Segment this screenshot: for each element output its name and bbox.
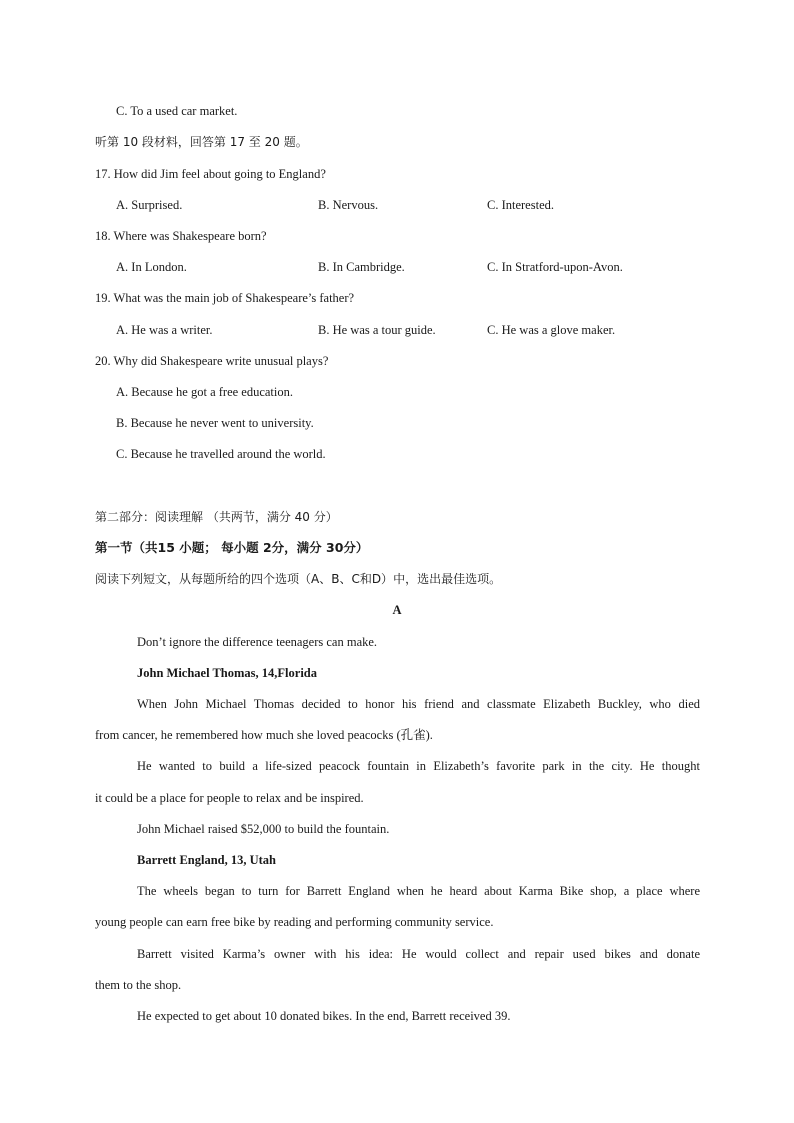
passage-letter: A (392, 603, 402, 617)
q18-option-a: A. In London. (116, 260, 187, 274)
q20-stem: 20. Why did Shakespeare write unusual plays? (95, 354, 329, 368)
q18-option-c: C. In Stratford-upon-Avon. (487, 260, 623, 274)
person1-para2-line1: He wanted to build a life-sized peacock fountain in Elizabeth’s favorite park in the city. He thought (137, 759, 700, 773)
q16-option-c: C. To a used car market. (116, 104, 238, 118)
q17-option-c: C. Interested. (487, 198, 554, 212)
part2-heading: 第二部分：阅读理解 （共两节，满分 40 分） (95, 510, 338, 524)
person1-para2-line2: it could be a place for people to relax and be inspired. (95, 791, 364, 805)
person1-para1-line1: When John Michael Thomas decided to honor his friend and classmate Elizabeth Buckley, who died (137, 697, 700, 711)
person2-name: Barrett England, 13, Utah (137, 853, 277, 867)
q20-option-b: B. Because he never went to university. (116, 416, 314, 430)
person2-para1-line1: The wheels began to turn for Barrett England when he heard about Karma Bike shop, a place where (137, 884, 700, 898)
q19-stem: 19. What was the main job of Shakespeare’s father? (95, 291, 355, 305)
person2-para1-line2: young people can earn free bike by reading and performing community service. (95, 915, 494, 929)
q18-option-b: B. In Cambridge. (318, 260, 405, 274)
q19-option-a: A. He was a writer. (116, 323, 213, 337)
q20-option-a: A. Because he got a free education. (116, 385, 294, 399)
q17-option-a: A. Surprised. (116, 198, 183, 212)
person1-name: John Michael Thomas, 14,Florida (137, 666, 317, 680)
section1-heading: 第一节（共15 小题； 每小题 2分，满分 30分） (95, 540, 369, 555)
q19-option-b: B. He was a tour guide. (318, 323, 436, 337)
reading-instruction: 阅读下列短文，从每题所给的四个选项（A、B、C和D）中，选出最佳选项。 (95, 572, 502, 586)
person2-para3: He expected to get about 10 donated bikes. In the end, Barrett received 39. (137, 1009, 511, 1023)
q17-stem: 17. How did Jim feel about going to England? (95, 167, 326, 181)
person2-para2-line1: Barrett visited Karma’s owner with his idea: He would collect and repair used bikes and donate (137, 947, 700, 961)
section10-instruction: 听第 10 段材料，回答第 17 至 20 题。 (95, 135, 308, 149)
q19-option-c: C. He was a glove maker. (487, 323, 616, 337)
q18-stem: 18. Where was Shakespeare born? (95, 229, 267, 243)
person2-para2-line2: them to the shop. (95, 978, 182, 992)
person1-para1-line2: from cancer, he remembered how much she loved peacocks (孔雀). (95, 728, 433, 742)
q20-option-c: C. Because he travelled around the world. (116, 447, 326, 461)
q17-option-b: B. Nervous. (318, 198, 379, 212)
passage-intro: Don’t ignore the difference teenagers can make. (137, 635, 378, 649)
person1-para3: John Michael raised $52,000 to build the fountain. (137, 822, 390, 836)
